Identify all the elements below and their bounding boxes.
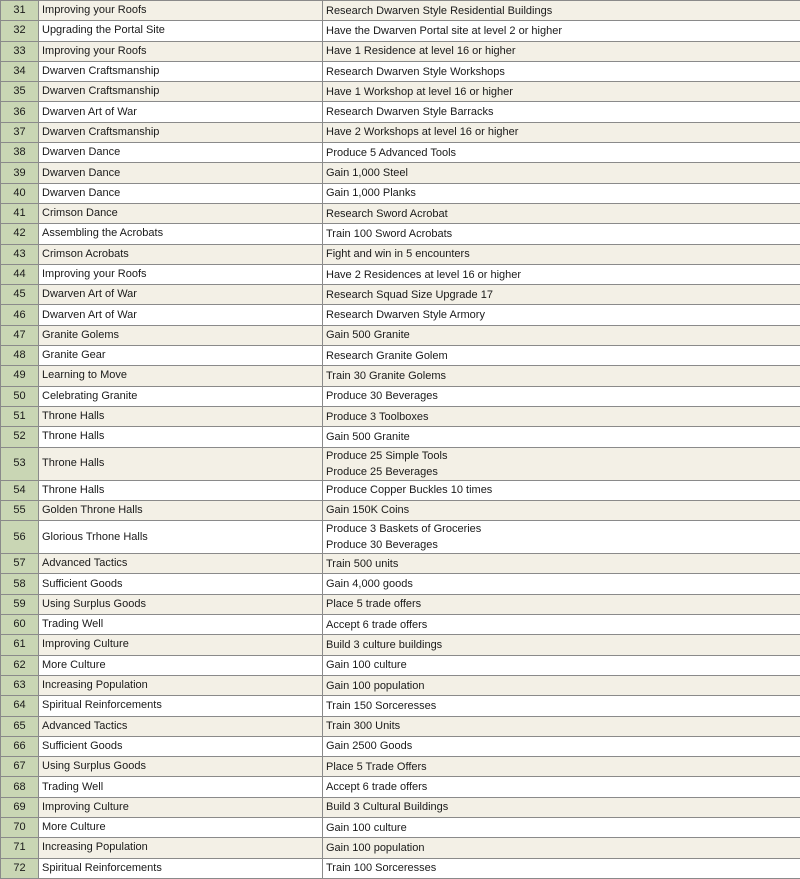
quest-requirement [323, 102, 800, 122]
quest-number: 37 [1, 122, 39, 142]
quest-number: 71 [1, 838, 39, 858]
quest-number: 62 [1, 655, 39, 675]
quest-number: 50 [1, 386, 39, 406]
quest-requirement [323, 82, 800, 102]
quest-number: 53 [1, 447, 39, 480]
quest-requirement [323, 41, 800, 61]
requirement-line: Have 2 Residences at level 16 or higher [326, 267, 797, 283]
table-row [1, 777, 800, 797]
table-row [1, 797, 800, 817]
table-row [1, 346, 800, 366]
table-row [1, 817, 800, 837]
quest-title: Throne Halls [39, 480, 323, 500]
table-row [1, 521, 800, 554]
quest-requirement [323, 797, 800, 817]
quest-title: Increasing Population [39, 675, 323, 695]
quest-title: Crimson Acrobats [39, 244, 323, 264]
quest-title: Dwarven Craftsmanship [39, 82, 323, 102]
quest-requirement [323, 386, 800, 406]
quest-title: Upgrading the Portal Site [39, 21, 323, 41]
requirement-line: Gain 2500 Goods [326, 738, 797, 754]
quest-number: 41 [1, 203, 39, 223]
quest-number: 39 [1, 163, 39, 183]
table-row [1, 635, 800, 655]
table-row [1, 102, 800, 122]
table-row [1, 21, 800, 41]
table-row [1, 41, 800, 61]
quest-requirement [323, 406, 800, 426]
quest-title: Dwarven Dance [39, 163, 323, 183]
quest-number: 32 [1, 21, 39, 41]
quest-title: Crimson Dance [39, 203, 323, 223]
table-row [1, 500, 800, 520]
quest-title: Dwarven Art of War [39, 285, 323, 305]
quest-title: Assembling the Acrobats [39, 224, 323, 244]
quest-title: More Culture [39, 817, 323, 837]
table-row [1, 224, 800, 244]
requirement-line: Train 100 Sorceresses [326, 860, 797, 876]
table-row [1, 427, 800, 447]
quest-requirement [323, 305, 800, 325]
requirement-line: Accept 6 trade offers [326, 617, 797, 633]
quest-title: Sufficient Goods [39, 574, 323, 594]
table-row [1, 757, 800, 777]
requirement-line: Have 2 Workshops at level 16 or higher [326, 124, 797, 140]
quest-requirement [323, 122, 800, 142]
quest-number: 60 [1, 615, 39, 635]
requirement-line: Have the Dwarven Portal site at level 2 or higher [326, 23, 797, 39]
quest-title: Advanced Tactics [39, 716, 323, 736]
quest-requirement [323, 655, 800, 675]
quest-requirement [323, 61, 800, 81]
quest-number: 52 [1, 427, 39, 447]
table-row [1, 480, 800, 500]
quest-number: 55 [1, 500, 39, 520]
quest-title: Using Surplus Goods [39, 757, 323, 777]
quest-title: More Culture [39, 655, 323, 675]
quest-number: 47 [1, 325, 39, 345]
quest-number: 31 [1, 1, 39, 21]
quest-number: 63 [1, 675, 39, 695]
requirement-line: Have 1 Residence at level 16 or higher [326, 43, 797, 59]
requirement-line: Gain 1,000 Planks [326, 185, 797, 201]
requirement-line: Train 300 Units [326, 718, 797, 734]
requirement-line: Build 3 Cultural Buildings [326, 799, 797, 815]
requirement-line: Produce 30 Beverages [326, 537, 797, 553]
quest-requirement [323, 203, 800, 223]
quest-number: 57 [1, 554, 39, 574]
quest-number: 59 [1, 594, 39, 614]
table-row [1, 386, 800, 406]
quest-title: Throne Halls [39, 406, 323, 426]
quest-number: 64 [1, 696, 39, 716]
quest-title: Glorious Trhone Halls [39, 521, 323, 554]
quest-title: Golden Throne Halls [39, 500, 323, 520]
quest-requirement [323, 183, 800, 203]
requirement-line: Gain 100 population [326, 840, 797, 856]
table-row [1, 574, 800, 594]
quest-requirement [323, 817, 800, 837]
quest-requirement [323, 736, 800, 756]
requirement-line: Train 500 units [326, 556, 797, 572]
quest-title: Trading Well [39, 777, 323, 797]
table-row [1, 655, 800, 675]
requirement-line: Gain 150K Coins [326, 502, 797, 518]
requirement-line: Research Dwarven Style Barracks [326, 104, 797, 120]
requirement-line: Produce 30 Beverages [326, 388, 797, 404]
quest-title: Celebrating Granite [39, 386, 323, 406]
quest-requirement [323, 366, 800, 386]
table-row [1, 143, 800, 163]
quest-requirement [323, 858, 800, 878]
quest-requirement [323, 521, 800, 554]
quest-title: Dwarven Craftsmanship [39, 122, 323, 142]
quest-requirement [323, 696, 800, 716]
table-row [1, 61, 800, 81]
table-row [1, 285, 800, 305]
quest-number: 65 [1, 716, 39, 736]
quest-requirement [323, 838, 800, 858]
quest-requirement [323, 554, 800, 574]
table-row [1, 615, 800, 635]
quest-number: 36 [1, 102, 39, 122]
requirement-line: Train 100 Sword Acrobats [326, 226, 797, 242]
quest-title: Spiritual Reinforcements [39, 696, 323, 716]
quest-requirement [323, 716, 800, 736]
requirement-line: Train 30 Granite Golems [326, 368, 797, 384]
quest-title: Learning to Move [39, 366, 323, 386]
quest-requirement [323, 264, 800, 284]
table-row [1, 264, 800, 284]
quest-requirement [323, 594, 800, 614]
requirement-line: Produce 25 Simple Tools [326, 448, 797, 464]
table-row [1, 696, 800, 716]
quest-title: Dwarven Dance [39, 143, 323, 163]
table-row [1, 406, 800, 426]
requirement-line: Gain 500 Granite [326, 429, 797, 445]
table-row [1, 183, 800, 203]
quest-title: Throne Halls [39, 447, 323, 480]
requirement-line: Produce 3 Toolboxes [326, 409, 797, 425]
quest-requirement [323, 21, 800, 41]
table-row [1, 736, 800, 756]
requirement-line: Produce 3 Baskets of Groceries [326, 521, 797, 537]
quest-title: Dwarven Art of War [39, 102, 323, 122]
requirement-line: Gain 500 Granite [326, 327, 797, 343]
quest-number: 45 [1, 285, 39, 305]
quest-number: 46 [1, 305, 39, 325]
table-row [1, 554, 800, 574]
quest-requirement [323, 635, 800, 655]
quest-number: 49 [1, 366, 39, 386]
quest-title: Improving Culture [39, 635, 323, 655]
requirement-line: Research Granite Golem [326, 348, 797, 364]
table-row [1, 163, 800, 183]
requirement-line: Research Sword Acrobat [326, 206, 797, 222]
quest-number: 61 [1, 635, 39, 655]
quest-requirement [323, 757, 800, 777]
quest-number: 68 [1, 777, 39, 797]
requirement-line: Accept 6 trade offers [326, 779, 797, 795]
quest-title: Granite Golems [39, 325, 323, 345]
requirement-line: Produce 5 Advanced Tools [326, 145, 797, 161]
quest-title: Spiritual Reinforcements [39, 858, 323, 878]
requirement-line: Produce Copper Buckles 10 times [326, 482, 797, 498]
quest-number: 69 [1, 797, 39, 817]
quest-number: 51 [1, 406, 39, 426]
requirement-line: Research Squad Size Upgrade 17 [326, 287, 797, 303]
quest-requirement [323, 346, 800, 366]
quest-requirement [323, 675, 800, 695]
quest-number: 58 [1, 574, 39, 594]
table-row [1, 305, 800, 325]
requirement-line: Place 5 trade offers [326, 596, 797, 612]
quest-title: Increasing Population [39, 838, 323, 858]
quest-title: Improving your Roofs [39, 41, 323, 61]
requirement-line: Build 3 culture buildings [326, 637, 797, 653]
quest-number: 72 [1, 858, 39, 878]
quest-requirement [323, 480, 800, 500]
quest-requirement [323, 574, 800, 594]
quest-title: Advanced Tactics [39, 554, 323, 574]
table-row [1, 447, 800, 480]
quest-number: 56 [1, 521, 39, 554]
quest-title: Improving your Roofs [39, 1, 323, 21]
table-row [1, 675, 800, 695]
requirement-line: Gain 100 culture [326, 820, 797, 836]
quest-requirement [323, 1, 800, 21]
quest-title: Dwarven Art of War [39, 305, 323, 325]
quest-requirement [323, 777, 800, 797]
table-row [1, 244, 800, 264]
requirement-line: Gain 4,000 goods [326, 576, 797, 592]
requirement-line: Place 5 Trade Offers [326, 759, 797, 775]
quest-number: 43 [1, 244, 39, 264]
requirement-line: Research Dwarven Style Workshops [326, 64, 797, 80]
quest-title: Using Surplus Goods [39, 594, 323, 614]
quest-number: 67 [1, 757, 39, 777]
requirement-line: Produce 25 Beverages [326, 464, 797, 480]
quest-requirement [323, 244, 800, 264]
requirement-line: Fight and win in 5 encounters [326, 246, 797, 262]
quest-requirement [323, 325, 800, 345]
requirement-line: Research Dwarven Style Residential Buildings [326, 3, 797, 19]
table-row [1, 325, 800, 345]
table-row [1, 122, 800, 142]
table-row [1, 594, 800, 614]
quest-title: Improving Culture [39, 797, 323, 817]
quest-requirement [323, 224, 800, 244]
quest-number: 70 [1, 817, 39, 837]
table-row [1, 82, 800, 102]
quest-number: 34 [1, 61, 39, 81]
quest-table-body [1, 1, 800, 879]
quest-number: 66 [1, 736, 39, 756]
quest-requirement [323, 163, 800, 183]
table-row [1, 838, 800, 858]
table-row [1, 203, 800, 223]
requirement-line: Gain 100 population [326, 678, 797, 694]
requirement-line: Gain 1,000 Steel [326, 165, 797, 181]
quest-requirement [323, 285, 800, 305]
table-row [1, 1, 800, 21]
quest-title: Granite Gear [39, 346, 323, 366]
table-row [1, 858, 800, 878]
quest-title: Dwarven Dance [39, 183, 323, 203]
requirement-line: Research Dwarven Style Armory [326, 307, 797, 323]
table-row [1, 716, 800, 736]
quest-requirement [323, 500, 800, 520]
quest-number: 33 [1, 41, 39, 61]
quest-title: Throne Halls [39, 427, 323, 447]
quest-number: 38 [1, 143, 39, 163]
quest-number: 35 [1, 82, 39, 102]
quest-number: 48 [1, 346, 39, 366]
requirement-line: Have 1 Workshop at level 16 or higher [326, 84, 797, 100]
table-row [1, 366, 800, 386]
quest-title: Dwarven Craftsmanship [39, 61, 323, 81]
quest-title: Trading Well [39, 615, 323, 635]
requirement-line: Gain 100 culture [326, 657, 797, 673]
quest-number: 44 [1, 264, 39, 284]
quest-requirement [323, 447, 800, 480]
quest-title: Improving your Roofs [39, 264, 323, 284]
quest-number: 40 [1, 183, 39, 203]
quest-title: Sufficient Goods [39, 736, 323, 756]
requirement-line: Train 150 Sorceresses [326, 698, 797, 714]
quest-requirement [323, 615, 800, 635]
quest-number: 54 [1, 480, 39, 500]
quest-number: 42 [1, 224, 39, 244]
quest-requirement [323, 427, 800, 447]
quest-requirement [323, 143, 800, 163]
